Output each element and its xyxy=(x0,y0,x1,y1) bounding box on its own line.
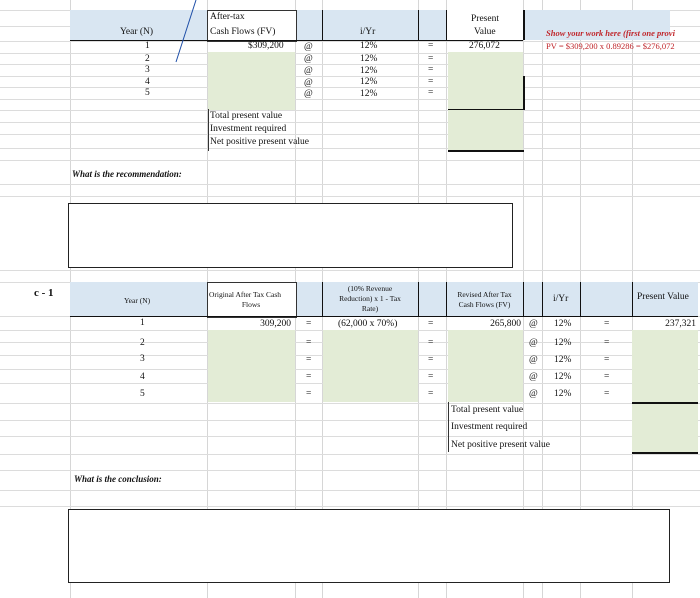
t1-eq-4: = xyxy=(428,77,434,87)
c1-eq-b1: = xyxy=(428,319,434,329)
c1-orig-header-2: Flows xyxy=(241,300,261,309)
c1-rate-3: 12% xyxy=(554,355,572,365)
c1-eq-c3: = xyxy=(604,355,610,365)
pv-example: PV = $309,200 x 0.89286 = $276,072 xyxy=(546,41,675,51)
c1-iyr-header: i/Yr xyxy=(553,294,569,304)
c1-pv-header: Present Value xyxy=(637,292,689,302)
recommendation-label: What is the recommendation: xyxy=(72,169,182,179)
t1-year-5: 5 xyxy=(145,88,150,98)
recommendation-answer-box[interactable] xyxy=(68,203,513,268)
t1-at-2: @ xyxy=(304,54,313,64)
c1-rev-inputs[interactable] xyxy=(448,330,523,402)
c1-pv-year1: 237,321 xyxy=(665,319,696,329)
t1-rate-2: 12% xyxy=(360,54,378,64)
t1-at-4: @ xyxy=(304,78,313,88)
t1-total-pv-label: Total present value xyxy=(210,111,283,121)
t1-year-header: Year (N) xyxy=(120,27,154,37)
t1-pv-year1: 276,072 xyxy=(469,41,500,51)
c1-at-5: @ xyxy=(529,389,538,399)
c1-year-1: 1 xyxy=(140,318,145,328)
c1-rev-header-2: Cash Flows (FV) xyxy=(458,300,511,309)
c1-year-4: 4 xyxy=(140,372,145,382)
section-c1-label: c - 1 xyxy=(34,287,54,299)
t1-npv-label: Net positive present value xyxy=(210,137,309,147)
t1-year-2: 2 xyxy=(145,54,150,64)
t1-year-4: 4 xyxy=(145,77,150,87)
c1-eq-a1: = xyxy=(306,319,312,329)
diagonal-line-icon xyxy=(170,0,200,64)
c1-at-2: @ xyxy=(529,338,538,348)
c1-rate-5: 12% xyxy=(554,389,572,399)
t1-at-1: @ xyxy=(304,42,313,52)
t1-pv-header-2: Value xyxy=(474,27,496,37)
c1-rev-header-1: Revised After Tax xyxy=(457,290,512,299)
c1-red-inputs[interactable] xyxy=(323,330,418,402)
c1-orig-header-1: Original After Tax Cash xyxy=(209,290,282,299)
t1-eq-1: = xyxy=(428,41,434,51)
c1-eq-a2: = xyxy=(306,338,312,348)
t1-iyr-header: i/Yr xyxy=(360,27,376,37)
c1-npv-label: Net positive present value xyxy=(451,440,550,450)
c1-year-2: 2 xyxy=(140,338,145,348)
c1-eq-c4: = xyxy=(604,372,610,382)
c1-rate-1: 12% xyxy=(554,319,572,329)
t1-cf-header-1: After-tax xyxy=(210,12,245,22)
t1-pv-header-1: Present xyxy=(471,14,499,24)
c1-year-3: 3 xyxy=(140,354,145,364)
c1-total-inputs[interactable] xyxy=(632,403,698,453)
t1-eq-3: = xyxy=(428,65,434,75)
c1-red-header-2: Reduction) x 1 - Tax xyxy=(339,294,401,303)
t1-cf-header-2: Cash Flows (FV) xyxy=(210,27,276,37)
t1-total-inputs[interactable] xyxy=(448,110,523,151)
t1-cf-year1: $309,200 xyxy=(248,41,284,51)
c1-rate-2: 12% xyxy=(554,338,572,348)
t1-cf-inputs[interactable] xyxy=(208,52,295,110)
t1-at-5: @ xyxy=(304,89,313,99)
conclusion-label: What is the conclusion: xyxy=(74,474,162,484)
c1-total-pv-label: Total present value xyxy=(451,405,524,415)
t1-eq-5: = xyxy=(428,88,434,98)
show-work-note: Show your work here (first one provi xyxy=(546,28,675,38)
t1-at-3: @ xyxy=(304,66,313,76)
c1-orig-year1: 309,200 xyxy=(260,319,291,329)
t1-rate-5: 12% xyxy=(360,89,378,99)
t1-year-3: 3 xyxy=(145,65,150,75)
c1-at-3: @ xyxy=(529,355,538,365)
c1-rate-4: 12% xyxy=(554,372,572,382)
c1-eq-b4: = xyxy=(428,372,434,382)
c1-eq-a4: = xyxy=(306,372,312,382)
c1-eq-b2: = xyxy=(428,338,434,348)
conclusion-answer-box[interactable] xyxy=(68,509,670,583)
t1-rate-4: 12% xyxy=(360,77,378,87)
c1-eq-c1: = xyxy=(604,319,610,329)
t1-rate-3: 12% xyxy=(360,66,378,76)
c1-year-5: 5 xyxy=(140,389,145,399)
c1-eq-b5: = xyxy=(428,389,434,399)
t1-investment-label: Investment required xyxy=(210,124,287,134)
c1-eq-c5: = xyxy=(604,389,610,399)
c1-red-header-3: Rate) xyxy=(361,304,379,313)
c1-pv-inputs[interactable] xyxy=(632,330,698,402)
c1-rev-year1: 265,800 xyxy=(490,319,521,329)
c1-eq-a5: = xyxy=(306,389,312,399)
c1-year-header: Year (N) xyxy=(124,296,151,305)
c1-red-year1: (62,000 x 70%) xyxy=(338,319,398,329)
t1-year-1: 1 xyxy=(145,41,150,51)
c1-eq-c2: = xyxy=(604,338,610,348)
c1-orig-inputs[interactable] xyxy=(208,330,295,402)
t1-eq-2: = xyxy=(428,54,434,64)
c1-investment-label: Investment required xyxy=(451,422,528,432)
c1-at-1: @ xyxy=(529,319,538,329)
t1-rate-1: 12% xyxy=(360,41,378,51)
t1-pv-inputs[interactable] xyxy=(448,52,523,110)
c1-eq-a3: = xyxy=(306,355,312,365)
c1-eq-b3: = xyxy=(428,355,434,365)
c1-red-header-1: (10% Revenue xyxy=(347,284,393,293)
c1-at-4: @ xyxy=(529,372,538,382)
